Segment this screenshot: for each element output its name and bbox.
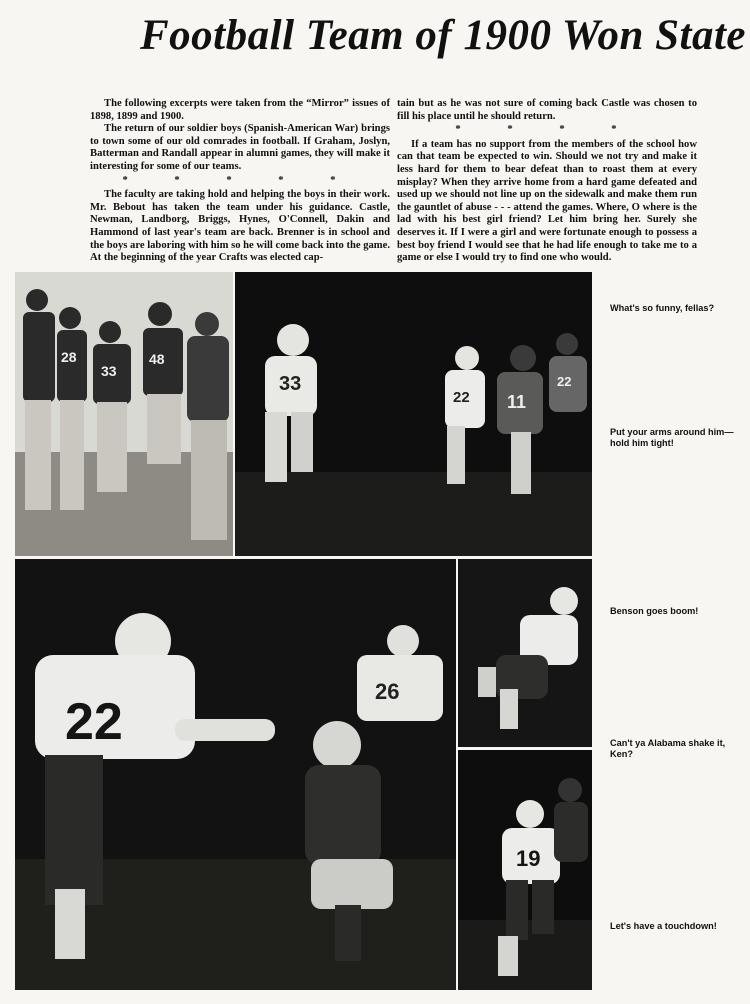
jersey-number: 48 [149,351,165,367]
caption-hold-him-tight: Put your arms around him—hold him tight! [610,427,734,448]
article-paragraph: The return of our soldier boys (Spanish-American War) brings to town some of our old comrades in football. If Graham, Joslyn, Batterman and Randall appear in alumni games, they will make it interesting for some of our teams. [90,123,390,172]
article-paragraph: The following excerpts were taken from the “Mirror” issues of 1898, 1899 and 1900. [90,98,390,122]
jersey-number: 11 [507,392,527,412]
section-divider-stars: * * * * [455,124,639,136]
caption-touchdown: Let's have a touchdown! [610,921,717,931]
jersey-number: 33 [101,363,117,379]
caption-whats-so-funny: What's so funny, fellas? [610,303,715,313]
section-divider-stars: * * * * * [122,174,358,186]
article-column-left [90,98,390,265]
jersey-number: 22 [557,374,572,389]
jersey-number: 26 [375,679,400,704]
jersey-number: 28 [61,349,77,365]
photo-team-laughing [15,272,233,556]
photo-benson [458,559,592,747]
photo-touchdown [458,750,592,990]
jersey-number: 22 [453,389,470,406]
article-paragraph: The faculty are taking hold and helping the boys in their work. Mr. Bebout has taken the team under his guidance. Castle, Newman, Landborg, Briggs, Hynes, O'Connell, Dakin and Hammond of last year's team are back. Brenner is in school and the boys are laboring with him so he will come back into the game. At the beginning of the year Crafts was elected cap- [90,189,390,264]
caption-alabama-shake: Can't ya Alabama shake it, Ken? [610,738,726,759]
jersey-number: 19 [516,846,541,871]
jersey-number: 22 [65,693,123,751]
jersey-number: 33 [279,373,302,395]
article-paragraph: tain but as he was not sure of coming back Castle was chosen to fill his place until he should return. [397,98,697,122]
caption-benson-goes-boom: Benson goes boom! [610,606,699,616]
photo-runner-night [235,272,592,556]
article-column-right [397,98,697,265]
photo-big-runner [15,559,456,990]
article-paragraph: If a team has no support from the members of the school how can that team be expected to win. Should we not try and make it less hard for them to bear defeat than to roast them at every misplay? When they arrive home from a hard game defeated and used up we should not line up on the sidewalk and make them run the gauntlet of abuse - - - attend the games. Where, O where is the lad with his best girl friend? Let him bring her. Surely she deserves it. If I were a girl and were fortunate enough to possess a best boy friend I would see that he had life enough to take me to a game or else I would try to find one who would. [397,138,697,264]
page-title: Football Team of 1900 Won State [140,12,747,59]
